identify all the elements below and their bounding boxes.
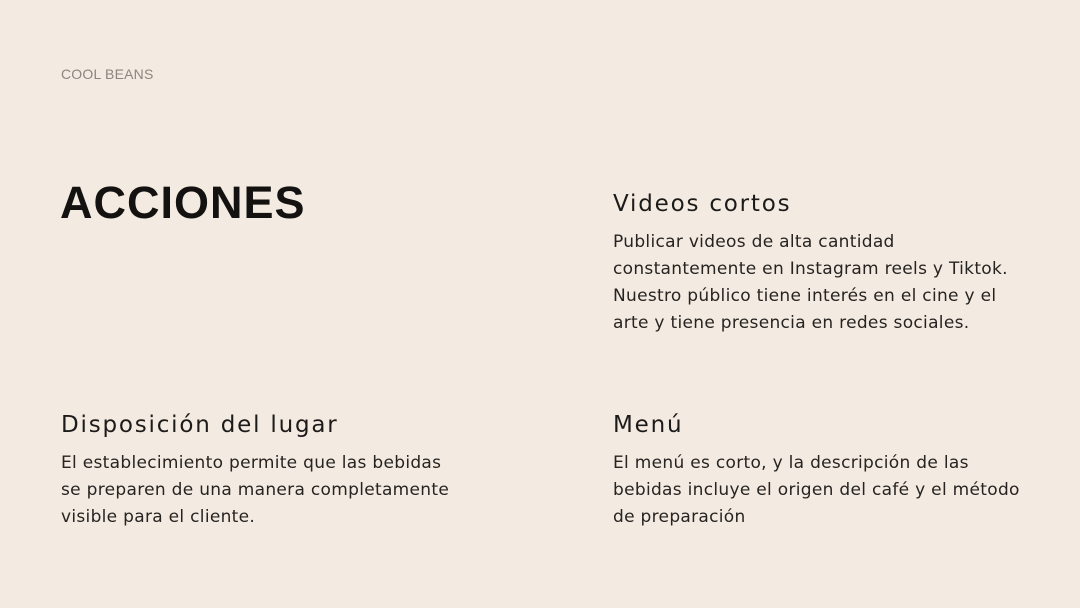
section-videos-cortos: [613, 191, 1033, 337]
section-heading: Menú: [613, 412, 684, 438]
section-heading: Disposición del lugar: [61, 412, 339, 438]
brand-label: COOL BEANS: [61, 66, 154, 82]
page-title: ACCIONES: [60, 177, 306, 228]
section-menu: [613, 412, 1028, 531]
section-body: El establecimiento permite que las bebidas se preparen de una manera completamente visible para el cliente.: [61, 452, 450, 527]
section-body: Publicar videos de alta cantidad constantemente en Instagram reels y Tiktok. Nuestro público tiene interés en el cine y el arte y tiene presencia en redes sociales.: [613, 231, 1008, 333]
section-disposicion-del-lugar: [61, 412, 451, 531]
section-body: El menú es corto, y la descripción de las bebidas incluye el origen del café y el método de preparación: [613, 452, 1020, 527]
section-heading: Videos cortos: [613, 191, 792, 217]
